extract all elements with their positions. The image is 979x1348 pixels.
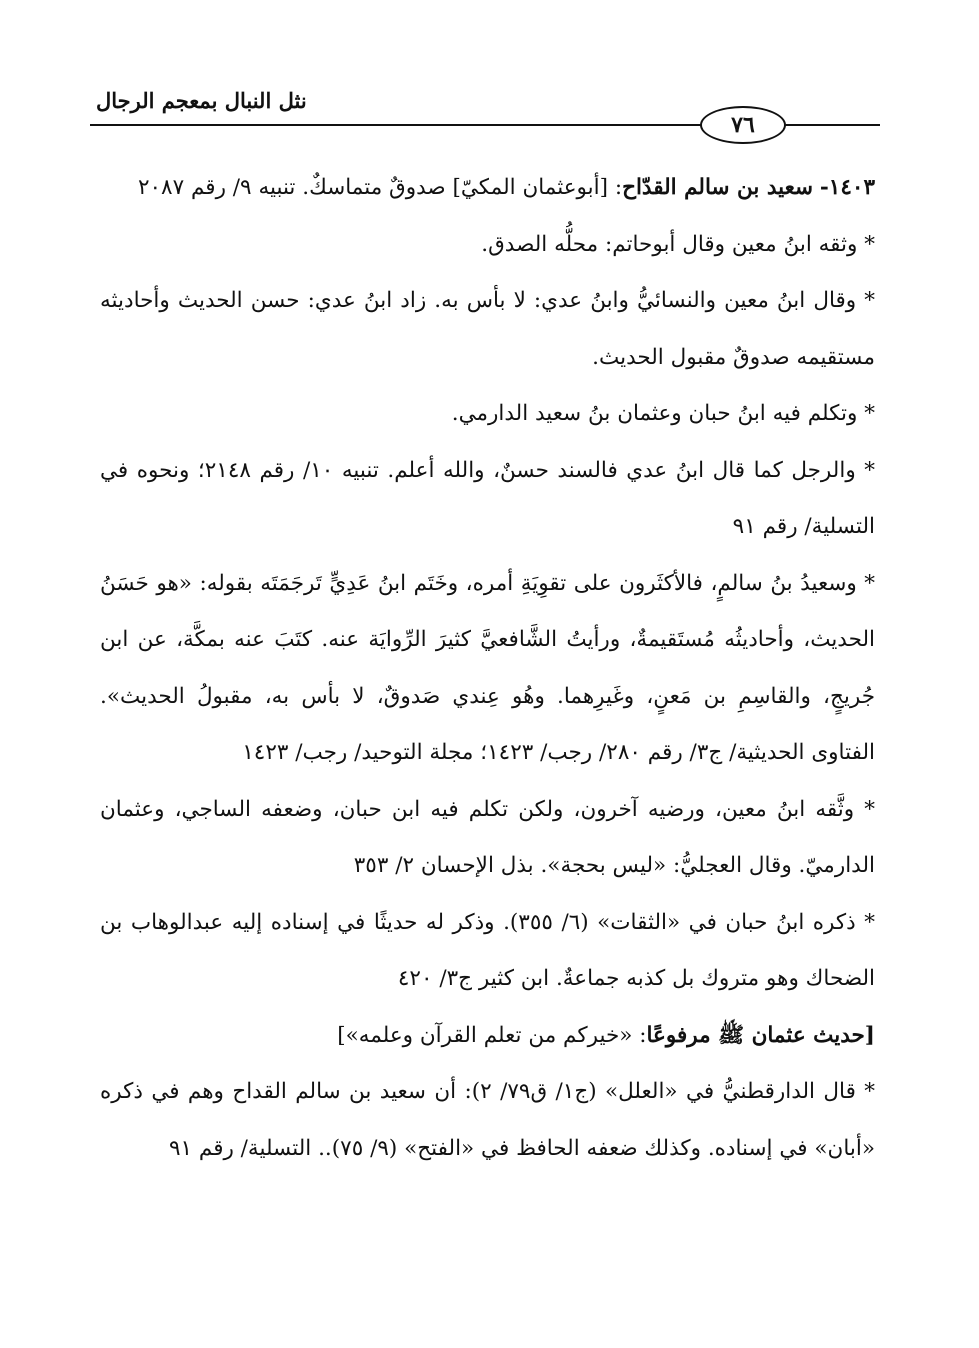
paragraph: * وقال ابنُ معين والنسائيُّ وابنُ عدي: لا بأس به. زاد ابنُ عدي: حسن الحديث وأحاديثه مستقيمه صدوقٌ مقبول الحديث. bbox=[100, 288, 875, 370]
paragraph: * وسعيدُ بنُ سالمٍ، فالأكثَرون على تقوِيَةِ أمره، وخَتَم ابنُ عَدِيٍّ تَرجَمَتَه بقوله: «هو حَسَنُ الحديث، وأحاديثُه مُستَقيمةٌ، ورأيتُ الشَّافعيَّ كثيرَ الرِّوايَة عنه. كتَبَ عنه بمكَّة، عن ابن جُريجٍ، والقاسِمِ بن مَعنٍ، وغَيرِهما. وهُو عِندي صَدوقٌ، لا بأس به، مقبولُ الحديث». الفتاوى الحديثية/ ج٣/ رقم ٢٨٠/ رجب/ ١٤٢٣؛ مجلة التوحيد/ رجب/ ١٤٢٣ bbox=[100, 570, 875, 765]
hadith-heading bbox=[100, 1008, 875, 1065]
paragraph: * ذكره ابنُ حبان في «الثقات» (٦/ ٣٥٥). وذكر له حديثًا في إسناده إليه عبدالوهاب بن الضحاك وهو متروك بل كذبه جماعةٌ. ابن كثير ج٣/ ٤٢٠ bbox=[100, 909, 875, 991]
hadith-heading-bold: [حديث عثمان ﷺ مرفوعًا bbox=[646, 1022, 875, 1048]
paragraph: * وثَّقه ابنُ معين، ورضيه آخرون، ولكن تكلم فيه ابن حبان، وضعفه الساجي، وعثمان الدارميّ. وقال العجليُّ: «ليس بحجة». بذل الإحسان ٢/ ٣٥٣ bbox=[100, 796, 875, 878]
entry-heading bbox=[100, 160, 875, 217]
entry-summary: : [أبوعثمان المكيّ] صدوقٌ متماسكٌ. تنبيه ٩/ رقم ٢٠٨٧ bbox=[137, 175, 623, 200]
paragraph: * وتكلم فيه ابنُ حبان وعثمان بنُ سعيد الدارمي. bbox=[451, 401, 875, 426]
paragraph: * والرجل كما قال ابنُ عدي فالسند حسنٌ، والله أعلم. تنبيه ١٠/ رقم ٢١٤٨؛ ونحوه في التسلية/ رقم ٩١ bbox=[100, 457, 875, 539]
body-text bbox=[100, 160, 875, 1177]
page-header bbox=[90, 84, 880, 144]
entry-number: ١٤٠٣- bbox=[819, 175, 875, 200]
final-paragraph: * قال الدارقطنيُّ في «العلل» (ج١/ ق٧٩/ ٢): أن سعيد بن سالم القداح وهم في ذكره «أبان» في إسناده. وكذلك ضعفه الحافظ في «الفتح» (٩/ ٧٥).. التسلية/ رقم ٩١ bbox=[100, 1079, 875, 1161]
paragraph: * وثقه ابنُ معين وقال أبوحاتم: محلُّه الصدق. bbox=[481, 231, 875, 257]
page-number: ٧٦ bbox=[700, 106, 786, 144]
entry-name: سعيد بن سالم القدّاح bbox=[622, 175, 814, 200]
running-title: نثل النبال بمعجم الرجال bbox=[96, 88, 307, 113]
hadith-heading-text: : «خيركم من تعلم القرآن وعلمه»] bbox=[337, 1022, 647, 1048]
